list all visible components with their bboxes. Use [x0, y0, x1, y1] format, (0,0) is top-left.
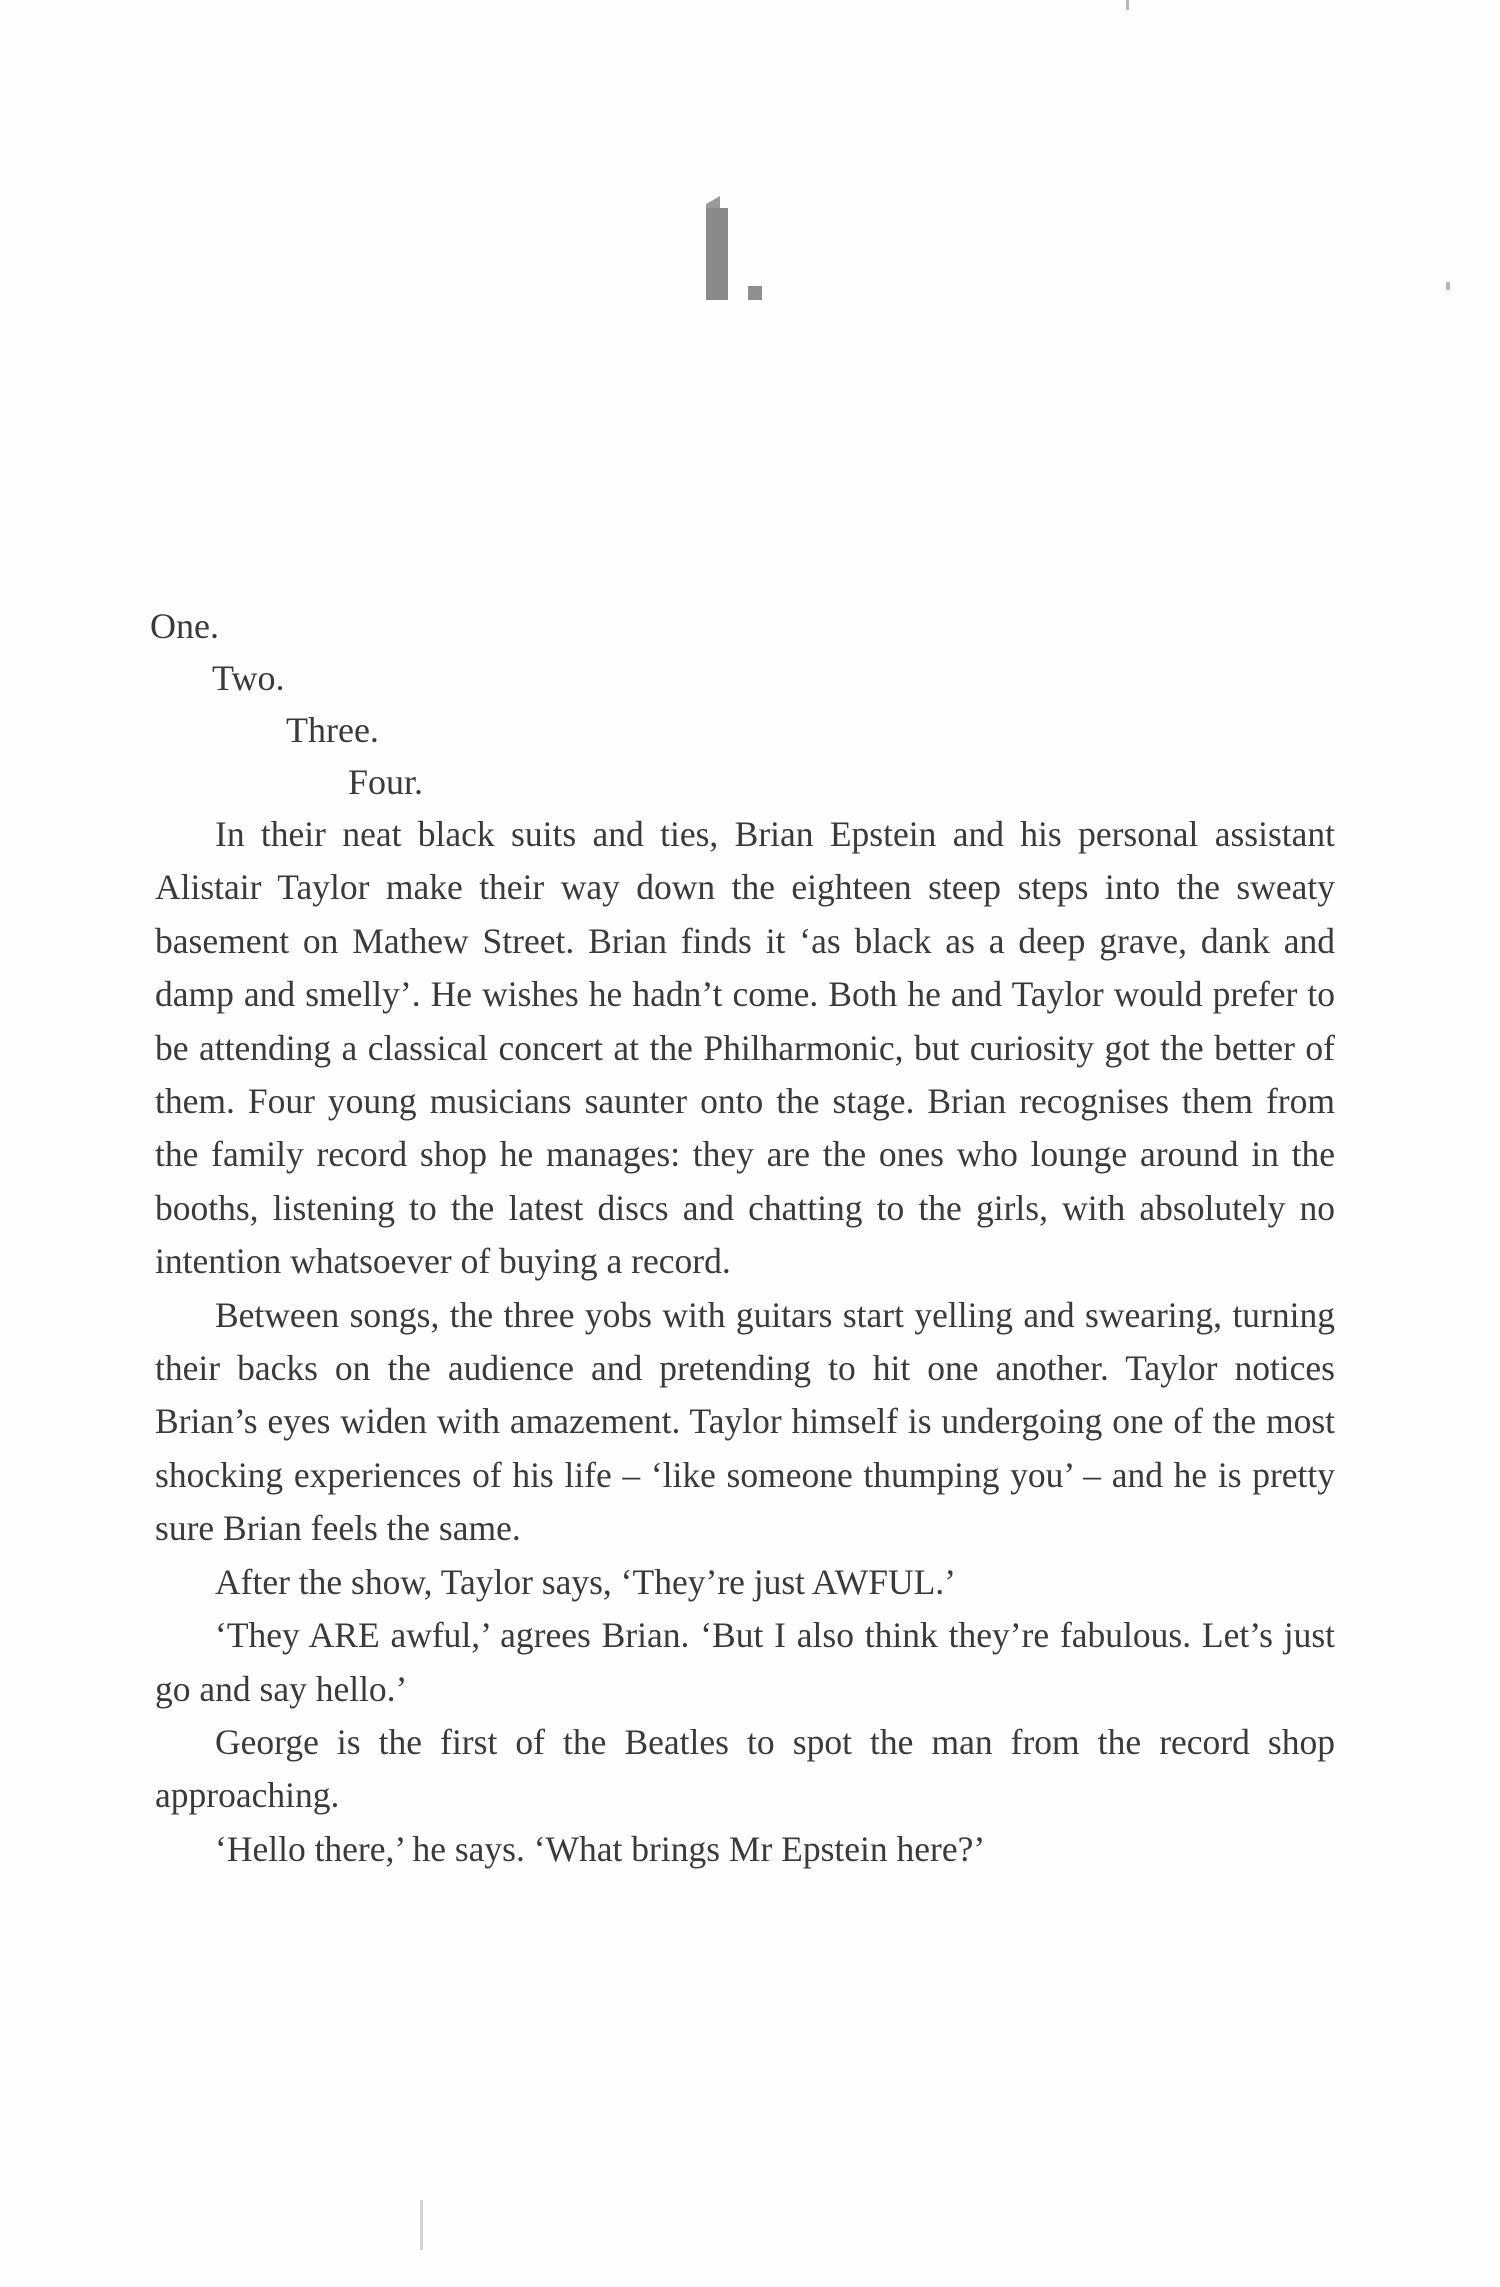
countdown-four: Four.: [348, 762, 424, 802]
body-text: [155, 808, 1335, 1876]
paragraph: In their neat black suits and ties, Brian Epstein and his personal assistant Alistair Taylor make their way down the eighteen steep steps into the sweaty basement on Mathew Street. Brian finds it ‘as black as a deep grave, dank and damp and smelly’. He wishes he hadn’t come. Both he and Taylor would prefer to be attending a classical concert at the Philharmonic, but curiosity got the better of them. Four young musicians saunter onto the stage. Brian recognises them from the family record shop he manages: they are the ones who lounge around in the booths, listening to the latest discs and chatting to the girls, with absolutely no intention whatsoever of buying a record.: [155, 814, 1335, 1282]
chapter-number: [700, 190, 800, 320]
chapter-numeral-period: [748, 286, 762, 300]
paragraph: After the show, Taylor says, ‘They’re just AWFUL.’: [215, 1561, 956, 1602]
chapter-numeral-stem: [706, 208, 728, 300]
countdown-three: Three.: [286, 710, 379, 750]
paragraph: George is the first of the Beatles to spot the man from the record shop approaching.: [155, 1721, 1335, 1816]
scan-speck: [1446, 282, 1450, 290]
paragraph: ‘They ARE awful,’ agrees Brian. ‘But I also think they’re fabulous. Let’s just go and say hello.’: [155, 1615, 1335, 1709]
countdown-two: Two.: [212, 658, 285, 698]
paragraph: Between songs, the three yobs with guitars start yelling and swearing, turning their backs on the audience and pretending to hit one another. Taylor notices Brian’s eyes widen with amazement. Taylor himself is undergoing one of the most shocking experiences of his life – ‘like someone thumping you’ – and he is pretty sure Brian feels the same.: [155, 1294, 1335, 1549]
scan-speck: [420, 2200, 423, 2250]
paragraph: ‘Hello there,’ he says. ‘What brings Mr Epstein here?’: [215, 1828, 986, 1869]
countdown-one: One.: [150, 606, 219, 646]
scan-speck: [1126, 0, 1129, 10]
